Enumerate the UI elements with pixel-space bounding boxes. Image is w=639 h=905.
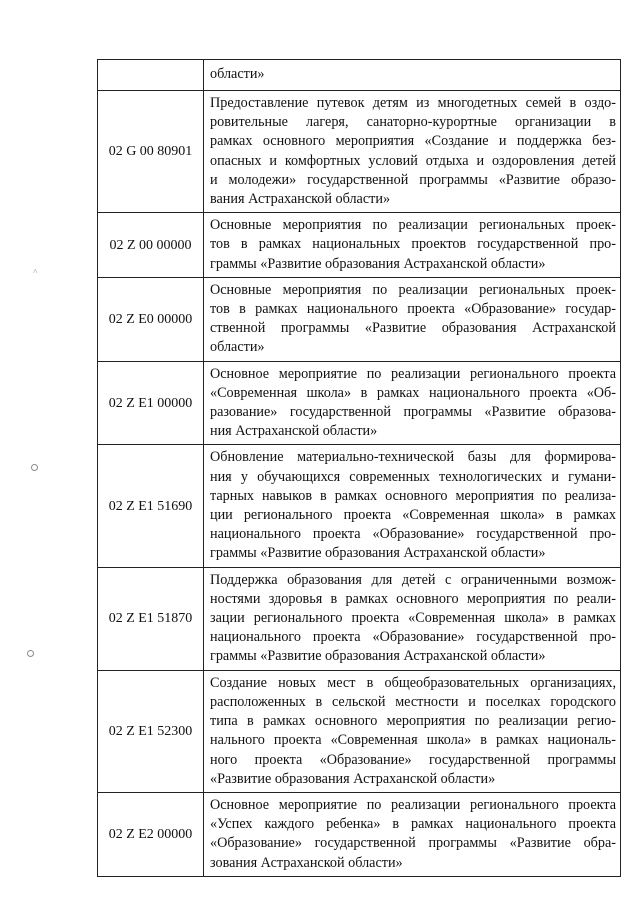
code-cell: 02 Z E0 00000 xyxy=(98,277,204,361)
description-cell xyxy=(204,213,621,278)
description-line: национального проекта «Образование» государственной про- xyxy=(210,629,616,646)
description-cell xyxy=(204,670,621,792)
table-row xyxy=(98,361,621,445)
description-line: Основное мероприятие по реализации регионального проекта xyxy=(210,365,616,382)
description-line: рамках основного мероприятия «Создание и поддержка без- xyxy=(210,133,616,150)
description-line: «Образование» государственной программы «Развитие обра- xyxy=(210,835,616,852)
description-line: граммы «Развитие образования Астраханской области» xyxy=(210,648,546,665)
description-cell xyxy=(204,792,621,876)
description-line: ции регионального проекта «Современная школа» в рамках xyxy=(210,507,616,524)
description-line: типа в рамках основного мероприятия по реализации регио- xyxy=(210,713,616,730)
description-line: вания Астраханской области» xyxy=(210,191,391,208)
description-line: тов в рамках национальных проектов государственной про- xyxy=(210,236,616,253)
table-row xyxy=(98,277,621,361)
table-row xyxy=(98,60,621,91)
punch-hole-mark xyxy=(27,650,34,657)
code-cell: 02 Z E1 52300 xyxy=(98,670,204,792)
table-row xyxy=(98,792,621,876)
code-cell xyxy=(98,60,204,91)
description-line: Предоставление путевок детям из многодетных семей в оздо- xyxy=(210,95,616,111)
description-line: нального проекта «Современная школа» в рамках националь- xyxy=(210,732,616,749)
description-line: ственной программы «Развитие образования Астраханской xyxy=(210,320,616,337)
description-cell xyxy=(204,567,621,670)
description-line: Основные мероприятия по реализации региональных проек- xyxy=(210,217,616,234)
scan-mark: ˄ xyxy=(33,267,38,276)
description-cell xyxy=(204,445,621,567)
table-row xyxy=(98,445,621,567)
table-row xyxy=(98,567,621,670)
description-line: и молодежи» государственной программы «Развитие образо- xyxy=(210,171,616,188)
description-line: Поддержка образования для детей с ограниченными возмож- xyxy=(210,571,616,588)
description-line: ного проекта «Образование» государственной программы xyxy=(210,751,616,768)
description-line: зации регионального проекта «Современная школа» в рамках xyxy=(210,610,616,627)
description-line: ровительные лагеря, санаторно-курортные организации в xyxy=(210,114,616,131)
description-cell xyxy=(204,60,621,91)
description-line: «Современная школа» в рамках национального проекта «Об- xyxy=(210,384,616,401)
description-cell xyxy=(204,91,621,213)
description-line: Основные мероприятия по реализации региональных проек- xyxy=(210,281,616,298)
description-line: Создание новых мест в общеобразовательных организациях, xyxy=(210,674,616,691)
description-line: ностями здоровья в рамках основного мероприятия по реали- xyxy=(210,590,616,607)
description-line: тов в рамках национального проекта «Образование» государ- xyxy=(210,301,616,318)
description-line: граммы «Развитие образования Астраханской области» xyxy=(210,255,546,272)
code-cell: 02 Z E1 51870 xyxy=(98,567,204,670)
description-line: области» xyxy=(210,66,265,83)
description-line: разование» государственной программы «Развитие образова- xyxy=(210,404,616,421)
description-line: граммы «Развитие образования Астраханской области» xyxy=(210,545,546,562)
description-line: ния у обучающихся современных технологических и гумани- xyxy=(210,468,616,485)
description-line: Обновление материально-технической базы для формирова- xyxy=(210,449,616,466)
description-line: области» xyxy=(210,339,265,356)
punch-hole-mark xyxy=(31,464,38,471)
description-line: «Успех каждого ребенка» в рамках национального проекта xyxy=(210,816,616,833)
description-cell xyxy=(204,361,621,445)
description-cell xyxy=(204,277,621,361)
table-row xyxy=(98,670,621,792)
budget-code-table xyxy=(97,59,621,877)
description-line: зования Астраханской области» xyxy=(210,854,403,871)
description-line: ния Астраханской области» xyxy=(210,423,378,440)
description-line: «Развитие образования Астраханской области» xyxy=(210,770,496,787)
table-row xyxy=(98,91,621,213)
description-line: тарных навыков в рамках основного мероприятия по реализа- xyxy=(210,487,616,504)
description-line: национального проекта «Образование» государственной про- xyxy=(210,526,616,543)
description-line: расположенных в сельской местности и поселках городского xyxy=(210,693,616,710)
description-line: опасных и комфортных условий отдыха и оздоровления детей xyxy=(210,152,616,169)
code-cell: 02 G 00 80901 xyxy=(98,91,204,213)
code-cell: 02 Z E1 51690 xyxy=(98,445,204,567)
description-line: Основное мероприятие по реализации регионального проекта xyxy=(210,796,616,813)
code-cell: 02 Z E2 00000 xyxy=(98,792,204,876)
table-row xyxy=(98,213,621,278)
code-cell: 02 Z 00 00000 xyxy=(98,213,204,278)
code-cell: 02 Z E1 00000 xyxy=(98,361,204,445)
